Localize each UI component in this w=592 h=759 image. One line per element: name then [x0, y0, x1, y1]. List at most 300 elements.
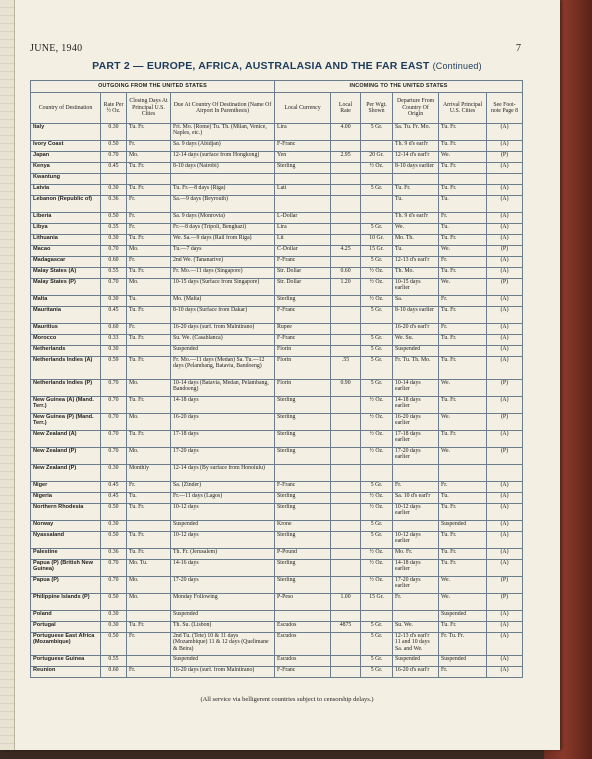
country-cell: Netherlands Indies (A)	[31, 357, 101, 380]
country-cell: New Zealand (A)	[31, 431, 101, 448]
table-row	[31, 465, 523, 482]
arrival-cell: Fr.	[439, 667, 487, 678]
departure-cell	[393, 174, 439, 185]
due-cell: Sa. 9 days (Abidjan)	[171, 141, 275, 152]
table-row	[31, 414, 523, 431]
rate-cell: 0.30	[101, 465, 127, 482]
closing-cell: Mo.	[127, 594, 171, 611]
due-cell: Fri. Mo. (Rome) Tu. Th. (Milan, Venice, Naples, etc.)	[171, 124, 275, 141]
weight-cell: ½ Oz.	[361, 268, 393, 279]
rate-cell: 0.30	[101, 235, 127, 246]
outgoing-group-header: OUTGOING FROM THE UNITED STATES	[31, 81, 275, 93]
local-rate-cell	[331, 224, 361, 235]
weight-cell: 5 Gr.	[361, 257, 393, 268]
departure-cell: We.	[393, 224, 439, 235]
due-cell: Mo. (Malta)	[171, 296, 275, 307]
footnote-cell: (A)	[487, 185, 523, 196]
table-row	[31, 141, 523, 152]
due-cell: 16-20 days (surf. from Malntirano)	[171, 324, 275, 335]
departure-cell: Tu.	[393, 246, 439, 257]
country-cell: Mauritania	[31, 307, 101, 324]
due-cell: We. Sa.—9 days (Rail from Riga)	[171, 235, 275, 246]
departure-cell	[393, 521, 439, 532]
rate-cell: 0.45	[101, 493, 127, 504]
currency-cell: Sterling	[275, 532, 331, 549]
rate-cell: 0.70	[101, 431, 127, 448]
country-cell: Morocco	[31, 335, 101, 346]
country-cell: Nyassaland	[31, 532, 101, 549]
weight-cell	[361, 174, 393, 185]
due-cell: 2nd Tu. (Tete) 10 & 11 days (Mozambique) 11 & 12 days (Quelimane & Beira)	[171, 633, 275, 656]
arrival-cell: Suspended	[439, 656, 487, 667]
weight-cell: 5 Gr.	[361, 633, 393, 656]
departure-cell: Th. 9 d's earl'r	[393, 141, 439, 152]
currency-cell: P-Pound	[275, 549, 331, 560]
arrival-cell: Tu. Fr.	[439, 532, 487, 549]
closing-cell: Fr.	[127, 257, 171, 268]
weight-cell: ½ Oz.	[361, 504, 393, 521]
currency-cell: Lit	[275, 235, 331, 246]
page-footer-note: (All service via belligerent countries subject to censorship delays.)	[200, 696, 374, 703]
arrival-cell: Tu. Fr.	[439, 163, 487, 174]
table-row	[31, 633, 523, 656]
currency-cell: Sterling	[275, 560, 331, 577]
page-title	[14, 60, 560, 72]
footnote-cell: (A)	[487, 196, 523, 213]
currency-cell	[275, 611, 331, 622]
currency-cell: Sterling	[275, 504, 331, 521]
country-cell: Philippine Islands (P)	[31, 594, 101, 611]
rate-cell: 0.35	[101, 224, 127, 235]
closing-cell: Mo.	[127, 414, 171, 431]
weight-cell: 20 Gr.	[361, 152, 393, 163]
table-row	[31, 549, 523, 560]
local-rate-cell	[331, 611, 361, 622]
weight-cell: ½ Oz.	[361, 414, 393, 431]
country-cell: Liberia	[31, 213, 101, 224]
country-cell: Netherlands	[31, 346, 101, 357]
table-row	[31, 493, 523, 504]
currency-cell	[275, 465, 331, 482]
currency-cell: Lati	[275, 185, 331, 196]
due-cell: 2nd We. (Tananarive)	[171, 257, 275, 268]
local-rate-cell	[331, 324, 361, 335]
footnote-cell: (A)	[487, 431, 523, 448]
arrival-cell: Tu. Fr.	[439, 397, 487, 414]
due-cell: 10-12 days	[171, 504, 275, 521]
closing-cell: Fr.	[127, 667, 171, 678]
closing-cell: Tu. Fr.	[127, 622, 171, 633]
local-rate-cell	[331, 185, 361, 196]
weight-cell: 5 Gr.	[361, 307, 393, 324]
col-due: Due At Country Of Destination (Name Of Airport In Parenthesis)	[171, 93, 275, 124]
local-rate-cell	[331, 296, 361, 307]
due-cell: Suspended	[171, 611, 275, 622]
country-cell: New Zealand (P)	[31, 465, 101, 482]
due-cell: 14-18 days	[171, 397, 275, 414]
due-cell: Tu.—7 days	[171, 246, 275, 257]
col-closing: Closing Days At Principal U.S. Cities	[127, 93, 171, 124]
country-cell: Poland	[31, 611, 101, 622]
currency-cell: F-Franc	[275, 335, 331, 346]
weight-cell: 5 Gr.	[361, 224, 393, 235]
country-cell: Malay States (A)	[31, 268, 101, 279]
rate-cell: 0.50	[101, 633, 127, 656]
weight-cell: 5 Gr.	[361, 622, 393, 633]
footnote-cell: (A)	[487, 141, 523, 152]
departure-cell: We. Su.	[393, 335, 439, 346]
departure-cell: 10-12 days earlier	[393, 532, 439, 549]
country-cell: New Guinea (P) (Mand. Terr.)	[31, 414, 101, 431]
closing-cell	[127, 346, 171, 357]
closing-cell	[127, 656, 171, 667]
rate-cell: 0.50	[101, 504, 127, 521]
weight-cell: ½ Oz.	[361, 397, 393, 414]
currency-cell	[275, 196, 331, 213]
due-cell: 16-20 days	[171, 414, 275, 431]
weight-cell	[361, 213, 393, 224]
country-cell: Mauritius	[31, 324, 101, 335]
rate-cell: 0.70	[101, 448, 127, 465]
rate-cell: 0.45	[101, 307, 127, 324]
due-cell: Su. We. (Casablanca)	[171, 335, 275, 346]
table-row	[31, 594, 523, 611]
local-rate-cell	[331, 335, 361, 346]
departure-cell: Suspended	[393, 656, 439, 667]
closing-cell: Fr.	[127, 213, 171, 224]
arrival-cell: Tu. Fr.	[439, 268, 487, 279]
rate-cell: 0.55	[101, 656, 127, 667]
local-rate-cell	[331, 235, 361, 246]
weight-cell	[361, 196, 393, 213]
col-footnote: See Foot-note Page 8	[487, 93, 523, 124]
table-row	[31, 448, 523, 465]
local-rate-cell	[331, 633, 361, 656]
incoming-group-header: INCOMING TO THE UNITED STATES	[275, 81, 523, 93]
currency-cell: Krone	[275, 521, 331, 532]
rate-cell: 0.30	[101, 611, 127, 622]
footnote-cell: (A)	[487, 357, 523, 380]
arrival-cell: We.	[439, 246, 487, 257]
footnote-cell	[487, 174, 523, 185]
rate-cell: 0.70	[101, 279, 127, 296]
table-row	[31, 397, 523, 414]
departure-cell: Sa. Tu. Fr. Mo.	[393, 124, 439, 141]
local-rate-cell	[331, 257, 361, 268]
weight-cell: ½ Oz.	[361, 296, 393, 307]
table-row	[31, 357, 523, 380]
weight-cell: 15 Gr.	[361, 246, 393, 257]
country-cell: Libya	[31, 224, 101, 235]
col-currency: Local Currency	[275, 93, 331, 124]
rate-cell: 0.70	[101, 397, 127, 414]
table-row	[31, 504, 523, 521]
departure-cell: 12-14 d's earl'r	[393, 152, 439, 163]
closing-cell: Mo.	[127, 577, 171, 594]
currency-cell: Yen	[275, 152, 331, 163]
currency-cell: Sterling	[275, 431, 331, 448]
currency-cell: Florin	[275, 380, 331, 397]
due-cell: Th. Fr. (Jerusalem)	[171, 549, 275, 560]
arrival-cell: We.	[439, 152, 487, 163]
currency-cell: Florin	[275, 357, 331, 380]
rate-cell: 0.30	[101, 124, 127, 141]
weight-cell: ½ Oz.	[361, 493, 393, 504]
country-cell: Papua (P) (British New Guinea)	[31, 560, 101, 577]
table-row	[31, 152, 523, 163]
col-departure: Departure From Country Of Origin	[393, 93, 439, 124]
weight-cell: ½ Oz.	[361, 560, 393, 577]
due-cell: Tu. Fr.—8 days (Riga)	[171, 185, 275, 196]
weight-cell: ½ Oz.	[361, 431, 393, 448]
currency-cell: Escudos	[275, 633, 331, 656]
currency-cell: Lira	[275, 224, 331, 235]
rate-cell: 0.70	[101, 152, 127, 163]
table-row	[31, 622, 523, 633]
weight-cell: 5 Gr.	[361, 185, 393, 196]
due-cell: Monday Following	[171, 594, 275, 611]
country-cell: Portuguese East Africa (Mozambique)	[31, 633, 101, 656]
weight-cell: ½ Oz.	[361, 577, 393, 594]
due-cell: Sa. 9 days (Monrovia)	[171, 213, 275, 224]
table-row	[31, 560, 523, 577]
due-cell: Suspended	[171, 346, 275, 357]
weight-cell: ½ Oz.	[361, 279, 393, 296]
rate-cell: 0.60	[101, 257, 127, 268]
departure-cell: 16-20 days earlier	[393, 414, 439, 431]
closing-cell: Mo.	[127, 152, 171, 163]
local-rate-cell	[331, 174, 361, 185]
local-rate-cell	[331, 504, 361, 521]
footnote-cell: (A)	[487, 397, 523, 414]
country-cell: Kwantung	[31, 174, 101, 185]
currency-cell: F-Franc	[275, 482, 331, 493]
closing-cell: Fr.	[127, 482, 171, 493]
arrival-cell: Tu. Fr.	[439, 335, 487, 346]
due-cell: 8-10 days (Nairobi)	[171, 163, 275, 174]
page-number: 7	[516, 43, 521, 54]
departure-cell: 8-10 days earlier	[393, 307, 439, 324]
arrival-cell: Tu. Fr.	[439, 141, 487, 152]
table-row	[31, 521, 523, 532]
rate-cell: 0.60	[101, 324, 127, 335]
departure-cell: 16-20 d's earl'r	[393, 667, 439, 678]
departure-cell: Su. We.	[393, 622, 439, 633]
due-cell: Fr. Mo.—11 days (Medan) Sa. Tu.—12 days (Pelambang, Batavia, Bandoeng)	[171, 357, 275, 380]
weight-cell: ½ Oz.	[361, 448, 393, 465]
footnote-cell: (A)	[487, 213, 523, 224]
table-row	[31, 380, 523, 397]
country-cell: Portuguese Guinea	[31, 656, 101, 667]
arrival-cell: We.	[439, 279, 487, 296]
departure-cell: Mo. Fr.	[393, 549, 439, 560]
due-cell: Suspended	[171, 656, 275, 667]
closing-cell: Tu. Fr.	[127, 268, 171, 279]
local-rate-cell	[331, 307, 361, 324]
footnote-cell: (A)	[487, 163, 523, 174]
closing-cell: Tu. Fr.	[127, 357, 171, 380]
col-arrival: Arrival Principal U.S. Cities	[439, 93, 487, 124]
arrival-cell: Tu. Fr.	[439, 622, 487, 633]
closing-cell: Tu. Fr.	[127, 235, 171, 246]
table-row	[31, 532, 523, 549]
currency-cell: F-Franc	[275, 667, 331, 678]
table-row	[31, 196, 523, 213]
footnote-cell: (A)	[487, 235, 523, 246]
departure-cell: 16-20 d's earl'r	[393, 324, 439, 335]
country-cell: Madagascar	[31, 257, 101, 268]
due-cell: 10-14 days (Batavia, Medan, Pelambang, Bandoeng)	[171, 380, 275, 397]
closing-cell: Tu. Fr.	[127, 397, 171, 414]
arrival-cell: We.	[439, 594, 487, 611]
country-cell: Nigeria	[31, 493, 101, 504]
arrival-cell	[439, 346, 487, 357]
due-cell: Sa.—9 days (Beyrouth)	[171, 196, 275, 213]
currency-cell: F-Franc	[275, 141, 331, 152]
currency-cell: L-Dollar	[275, 213, 331, 224]
footnote-cell: (A)	[487, 224, 523, 235]
closing-cell: Tu. Fr.	[127, 124, 171, 141]
departure-cell: Suspended	[393, 346, 439, 357]
closing-cell: Fr.	[127, 196, 171, 213]
table-row	[31, 124, 523, 141]
footnote-cell: (P)	[487, 279, 523, 296]
country-cell: Latvia	[31, 185, 101, 196]
footnote-cell: (A)	[487, 268, 523, 279]
local-rate-cell	[331, 465, 361, 482]
weight-cell: 5 Gr.	[361, 124, 393, 141]
table-row	[31, 174, 523, 185]
local-rate-cell: 1.00	[331, 594, 361, 611]
country-cell: Niger	[31, 482, 101, 493]
currency-cell: F-Franc	[275, 307, 331, 324]
arrival-cell	[439, 465, 487, 482]
footnote-cell: (P)	[487, 246, 523, 257]
arrival-cell: Tu. Fr.	[439, 307, 487, 324]
country-cell: Palestine	[31, 549, 101, 560]
closing-cell: Monthly	[127, 465, 171, 482]
country-cell: Japan	[31, 152, 101, 163]
local-rate-cell: 2.95	[331, 152, 361, 163]
arrival-cell: Fr.	[439, 296, 487, 307]
col-weight: Per Wgt. Shown	[361, 93, 393, 124]
table-row	[31, 296, 523, 307]
departure-cell: Th. Mo.	[393, 268, 439, 279]
schedule-table	[30, 80, 523, 678]
closing-cell: Fr.	[127, 633, 171, 656]
rate-cell: 0.55	[101, 268, 127, 279]
left-tab-strip	[0, 0, 15, 750]
departure-cell: Fr.	[393, 482, 439, 493]
local-rate-cell	[331, 346, 361, 357]
local-rate-cell	[331, 163, 361, 174]
local-rate-cell	[331, 482, 361, 493]
currency-cell: Str. Dollar	[275, 268, 331, 279]
footnote-cell	[487, 465, 523, 482]
rate-cell: 0.50	[101, 141, 127, 152]
table-body	[31, 124, 523, 678]
table-row	[31, 246, 523, 257]
currency-cell: Sterling	[275, 163, 331, 174]
rate-cell: 0.30	[101, 296, 127, 307]
footnote-cell: (P)	[487, 448, 523, 465]
weight-cell: 5 Gr.	[361, 346, 393, 357]
table-row	[31, 224, 523, 235]
rate-cell: 0.60	[101, 667, 127, 678]
departure-cell: 12-13 d's earl'r 11 and 10 days Sa. and We.	[393, 633, 439, 656]
closing-cell: Mo.	[127, 380, 171, 397]
rate-cell: 0.30	[101, 521, 127, 532]
closing-cell: Mo.	[127, 246, 171, 257]
departure-cell: 17-20 days earlier	[393, 577, 439, 594]
departure-cell: 14-18 days earlier	[393, 560, 439, 577]
closing-cell: Mo.	[127, 448, 171, 465]
rate-cell: 0.30	[101, 622, 127, 633]
closing-cell: Tu. Fr.	[127, 431, 171, 448]
closing-cell: Fr.	[127, 324, 171, 335]
closing-cell	[127, 521, 171, 532]
due-cell: Fr. Mo.—11 days (Singapore)	[171, 268, 275, 279]
local-rate-cell: 4.00	[331, 124, 361, 141]
departure-cell: Mo. Th.	[393, 235, 439, 246]
departure-cell: 10-14 days earlier	[393, 380, 439, 397]
local-rate-cell: 0.60	[331, 268, 361, 279]
title-suffix: (Continued)	[432, 61, 482, 71]
footnote-cell: (A)	[487, 335, 523, 346]
local-rate-cell	[331, 521, 361, 532]
footnote-cell: (P)	[487, 414, 523, 431]
currency-cell: Lira	[275, 124, 331, 141]
weight-cell: 5 Gr.	[361, 521, 393, 532]
country-cell: Norway	[31, 521, 101, 532]
arrival-cell: We.	[439, 414, 487, 431]
country-cell: Ivory Coast	[31, 141, 101, 152]
rate-cell: 0.59	[101, 357, 127, 380]
local-rate-cell	[331, 667, 361, 678]
arrival-cell: Suspended	[439, 611, 487, 622]
footnote-cell: (A)	[487, 482, 523, 493]
country-cell: New Zealand (P)	[31, 448, 101, 465]
currency-cell: Str. Dollar	[275, 279, 331, 296]
local-rate-cell	[331, 213, 361, 224]
due-cell: 14-16 days	[171, 560, 275, 577]
closing-cell: Fr.	[127, 141, 171, 152]
arrival-cell: Fr.	[439, 324, 487, 335]
arrival-cell: We.	[439, 448, 487, 465]
arrival-cell: Fr. Tu. Fr.	[439, 633, 487, 656]
country-cell: Macao	[31, 246, 101, 257]
due-cell: 12-14 days (surface from Hongkong)	[171, 152, 275, 163]
arrival-cell: Tu. Fr.	[439, 560, 487, 577]
col-rate: Rate Per ½ Oz.	[101, 93, 127, 124]
country-cell: Portugal	[31, 622, 101, 633]
arrival-cell: Tu. Fr.	[439, 357, 487, 380]
weight-cell: ½ Oz.	[361, 549, 393, 560]
country-cell: Malta	[31, 296, 101, 307]
closing-cell: Tu. Fr.	[127, 504, 171, 521]
table-row	[31, 307, 523, 324]
footnote-cell: (A)	[487, 296, 523, 307]
closing-cell	[127, 174, 171, 185]
country-cell: Netherlands Indies (P)	[31, 380, 101, 397]
due-cell	[171, 174, 275, 185]
due-cell: Sa. (Zinder)	[171, 482, 275, 493]
due-cell: 17-18 days	[171, 431, 275, 448]
footnote-cell: (A)	[487, 504, 523, 521]
due-cell: 16-20 days (surf. from Malntirano)	[171, 667, 275, 678]
country-cell: Lithuania	[31, 235, 101, 246]
currency-cell: Rupee	[275, 324, 331, 335]
